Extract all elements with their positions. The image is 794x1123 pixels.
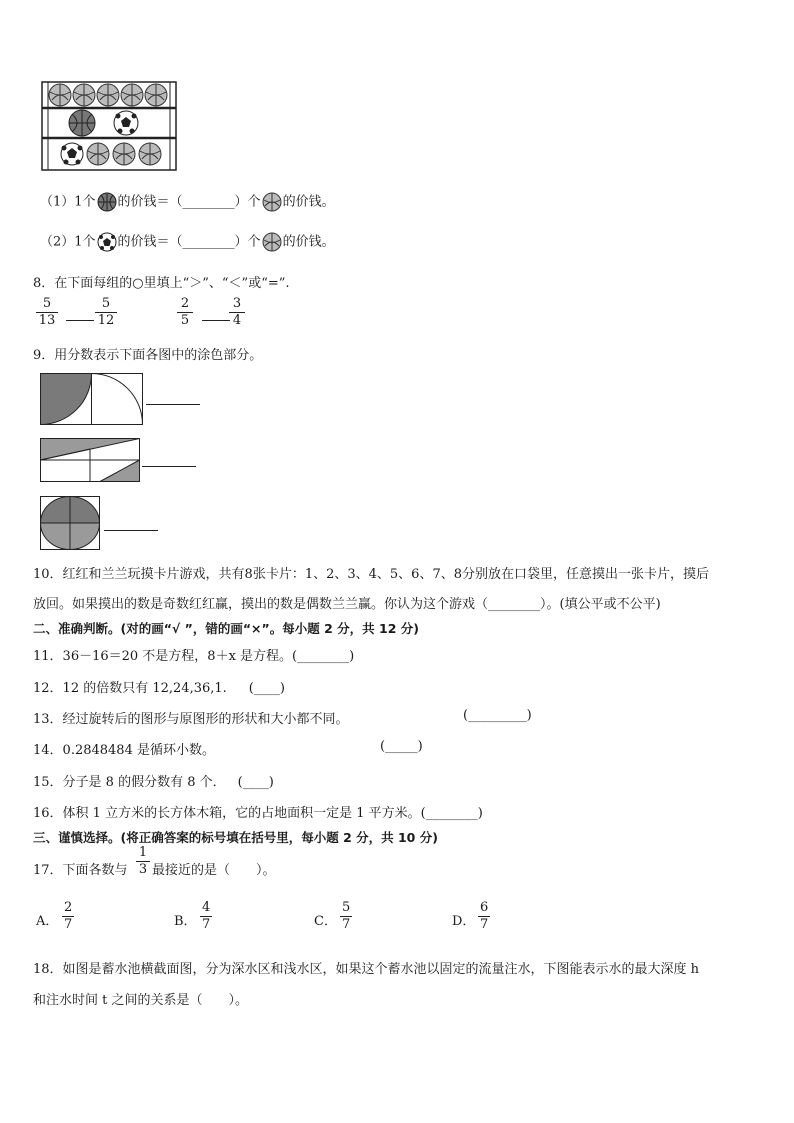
- option-fraction: [478, 900, 490, 933]
- option-fraction: [200, 900, 212, 933]
- volleyball-icon: [121, 84, 143, 106]
- option-label: D．: [452, 914, 476, 929]
- section2-heading: 二、准确判断。(对的画“√ ”，错的画“×”。每小题 2 分，共 12 分): [33, 621, 419, 636]
- option-label: A．: [36, 914, 59, 929]
- judge-answer-paren[interactable]: (____): [237, 775, 274, 790]
- volleyball-icon: [261, 192, 283, 212]
- denominator: 13: [38, 313, 56, 328]
- numerator: 5: [101, 296, 111, 311]
- judge-item-12: [33, 677, 285, 696]
- judge-item-14: [33, 739, 215, 758]
- judge-text: 12．12 的倍数只有 12,24,36,1.: [33, 681, 227, 696]
- q10-line2: 放回。如果摸出的数是奇数红红赢，摸出的数是偶数兰兰赢。你认为这个游戏（________）。(填公平或不公平): [33, 597, 661, 612]
- judge-answer-paren-13[interactable]: (_________): [463, 708, 532, 723]
- q17-tail: 最接近的是（ ）。: [152, 863, 276, 878]
- numerator: 4: [202, 900, 211, 915]
- q7-part1-lead: （1）1个: [40, 194, 96, 210]
- denominator: 7: [64, 917, 73, 932]
- q17-reference-fraction: [136, 845, 150, 878]
- option-label: B．: [174, 914, 197, 929]
- soccer-ball-icon: [114, 111, 138, 135]
- q7-part2-mid: 的价钱＝（________）个: [117, 234, 261, 250]
- numerator: 3: [232, 296, 242, 311]
- denominator: 5: [180, 313, 190, 328]
- denominator: 7: [342, 917, 351, 932]
- denominator: 3: [138, 862, 148, 877]
- q7-part2-tail: 的价钱。: [282, 234, 335, 250]
- soccer-ball-icon: [61, 143, 83, 165]
- judge-text: 15．分子是 8 的假分数有 8 个．: [33, 775, 226, 790]
- judge-item-16: [33, 802, 483, 821]
- q8-fraction-2b: [229, 296, 245, 329]
- judge-text: 13．经过旋转后的图形与原图形的形状和大小都不同。: [33, 712, 349, 727]
- q18-line2: 和注水时间 t 之间的关系是（ ）。: [33, 993, 248, 1008]
- q9-answer-blank-3[interactable]: [104, 530, 158, 531]
- q7-part2-lead: （2）1个: [40, 234, 96, 250]
- denominator: 7: [202, 917, 211, 932]
- volleyball-icon: [261, 232, 283, 252]
- q8-fraction-1b: [95, 296, 117, 329]
- volleyball-icon: [87, 143, 109, 165]
- section3-heading: 三、谨慎选择。(将正确答案的标号填在括号里，每小题 2 分，共 10 分): [33, 830, 438, 845]
- denominator: 4: [232, 313, 242, 328]
- q8-stem: 8．在下面每组的○里填上“＞”、“＜”或“=”.: [33, 276, 290, 291]
- volleyball-icon: [73, 84, 95, 106]
- judge-item-13: [33, 708, 349, 727]
- judge-answer-paren[interactable]: (____): [248, 681, 285, 696]
- numerator: 2: [180, 296, 190, 311]
- judge-text: 14．0.2848484 是循环小数。: [33, 743, 215, 758]
- q9-answer-blank-2[interactable]: [142, 466, 196, 467]
- judge-item-11: [33, 645, 354, 664]
- q7-part1-tail: 的价钱。: [282, 194, 335, 210]
- judge-answer-paren-14[interactable]: (_____): [380, 739, 423, 754]
- option-label: C．: [314, 914, 337, 929]
- numerator: 1: [138, 845, 148, 860]
- judge-answer-paren[interactable]: (________): [292, 649, 355, 664]
- ball-shelf-illustration: [40, 80, 180, 172]
- numerator: 5: [342, 900, 351, 915]
- numerator: 2: [64, 900, 73, 915]
- q8-fraction-2a: [177, 296, 193, 329]
- option-fraction: [340, 900, 352, 933]
- volleyball-icon: [113, 143, 135, 165]
- q9-answer-blank-1[interactable]: [146, 404, 200, 405]
- q9-figure-3: [40, 496, 100, 550]
- numerator: 5: [42, 296, 52, 311]
- basketball-icon: [69, 110, 95, 136]
- q7-part1-mid: 的价钱＝（________）个: [117, 194, 261, 210]
- volleyball-icon: [49, 84, 71, 106]
- option-fraction: [62, 900, 74, 933]
- q18-line1: 18．如图是蓄水池横截面图，分为深水区和浅水区，如果这个蓄水池以固定的流量注水，下图能表示水的最大深度 h: [33, 962, 700, 977]
- numerator: 6: [480, 900, 489, 915]
- q8-fraction-1a: [36, 296, 58, 329]
- q17-lead: 17．下面各数与: [33, 863, 128, 878]
- q10-line1: 10．红红和兰兰玩摸卡片游戏，共有8张卡片：1、2、3、4、5、6、7、8分别放在口袋里，任意摸出一张卡片，摸后: [33, 567, 709, 582]
- q9-figure-2: [40, 438, 140, 482]
- judge-answer-paren[interactable]: (________): [420, 806, 483, 821]
- basketball-icon: [96, 192, 118, 212]
- q7-part1: [40, 192, 335, 212]
- judge-text: 11．36－16＝20 不是方程，8＋x 是方程。: [33, 649, 293, 664]
- volleyball-icon: [97, 84, 119, 106]
- q8-compare-blank-1[interactable]: [66, 320, 94, 321]
- q8-compare-blank-2[interactable]: [202, 320, 230, 321]
- volleyball-icon: [145, 84, 167, 106]
- q7-part2: [40, 232, 335, 252]
- judge-item-15: [33, 771, 274, 790]
- q9-figure-1: [40, 373, 144, 425]
- denominator: 12: [97, 313, 115, 328]
- volleyball-icon: [139, 143, 161, 165]
- soccer-ball-icon: [96, 232, 118, 252]
- q9-stem: 9．用分数表示下面各图中的涂色部分。: [33, 348, 263, 363]
- denominator: 7: [480, 917, 489, 932]
- judge-text: 16．体积 1 立方米的长方体木箱，它的占地面积一定是 1 平方米。: [33, 806, 421, 821]
